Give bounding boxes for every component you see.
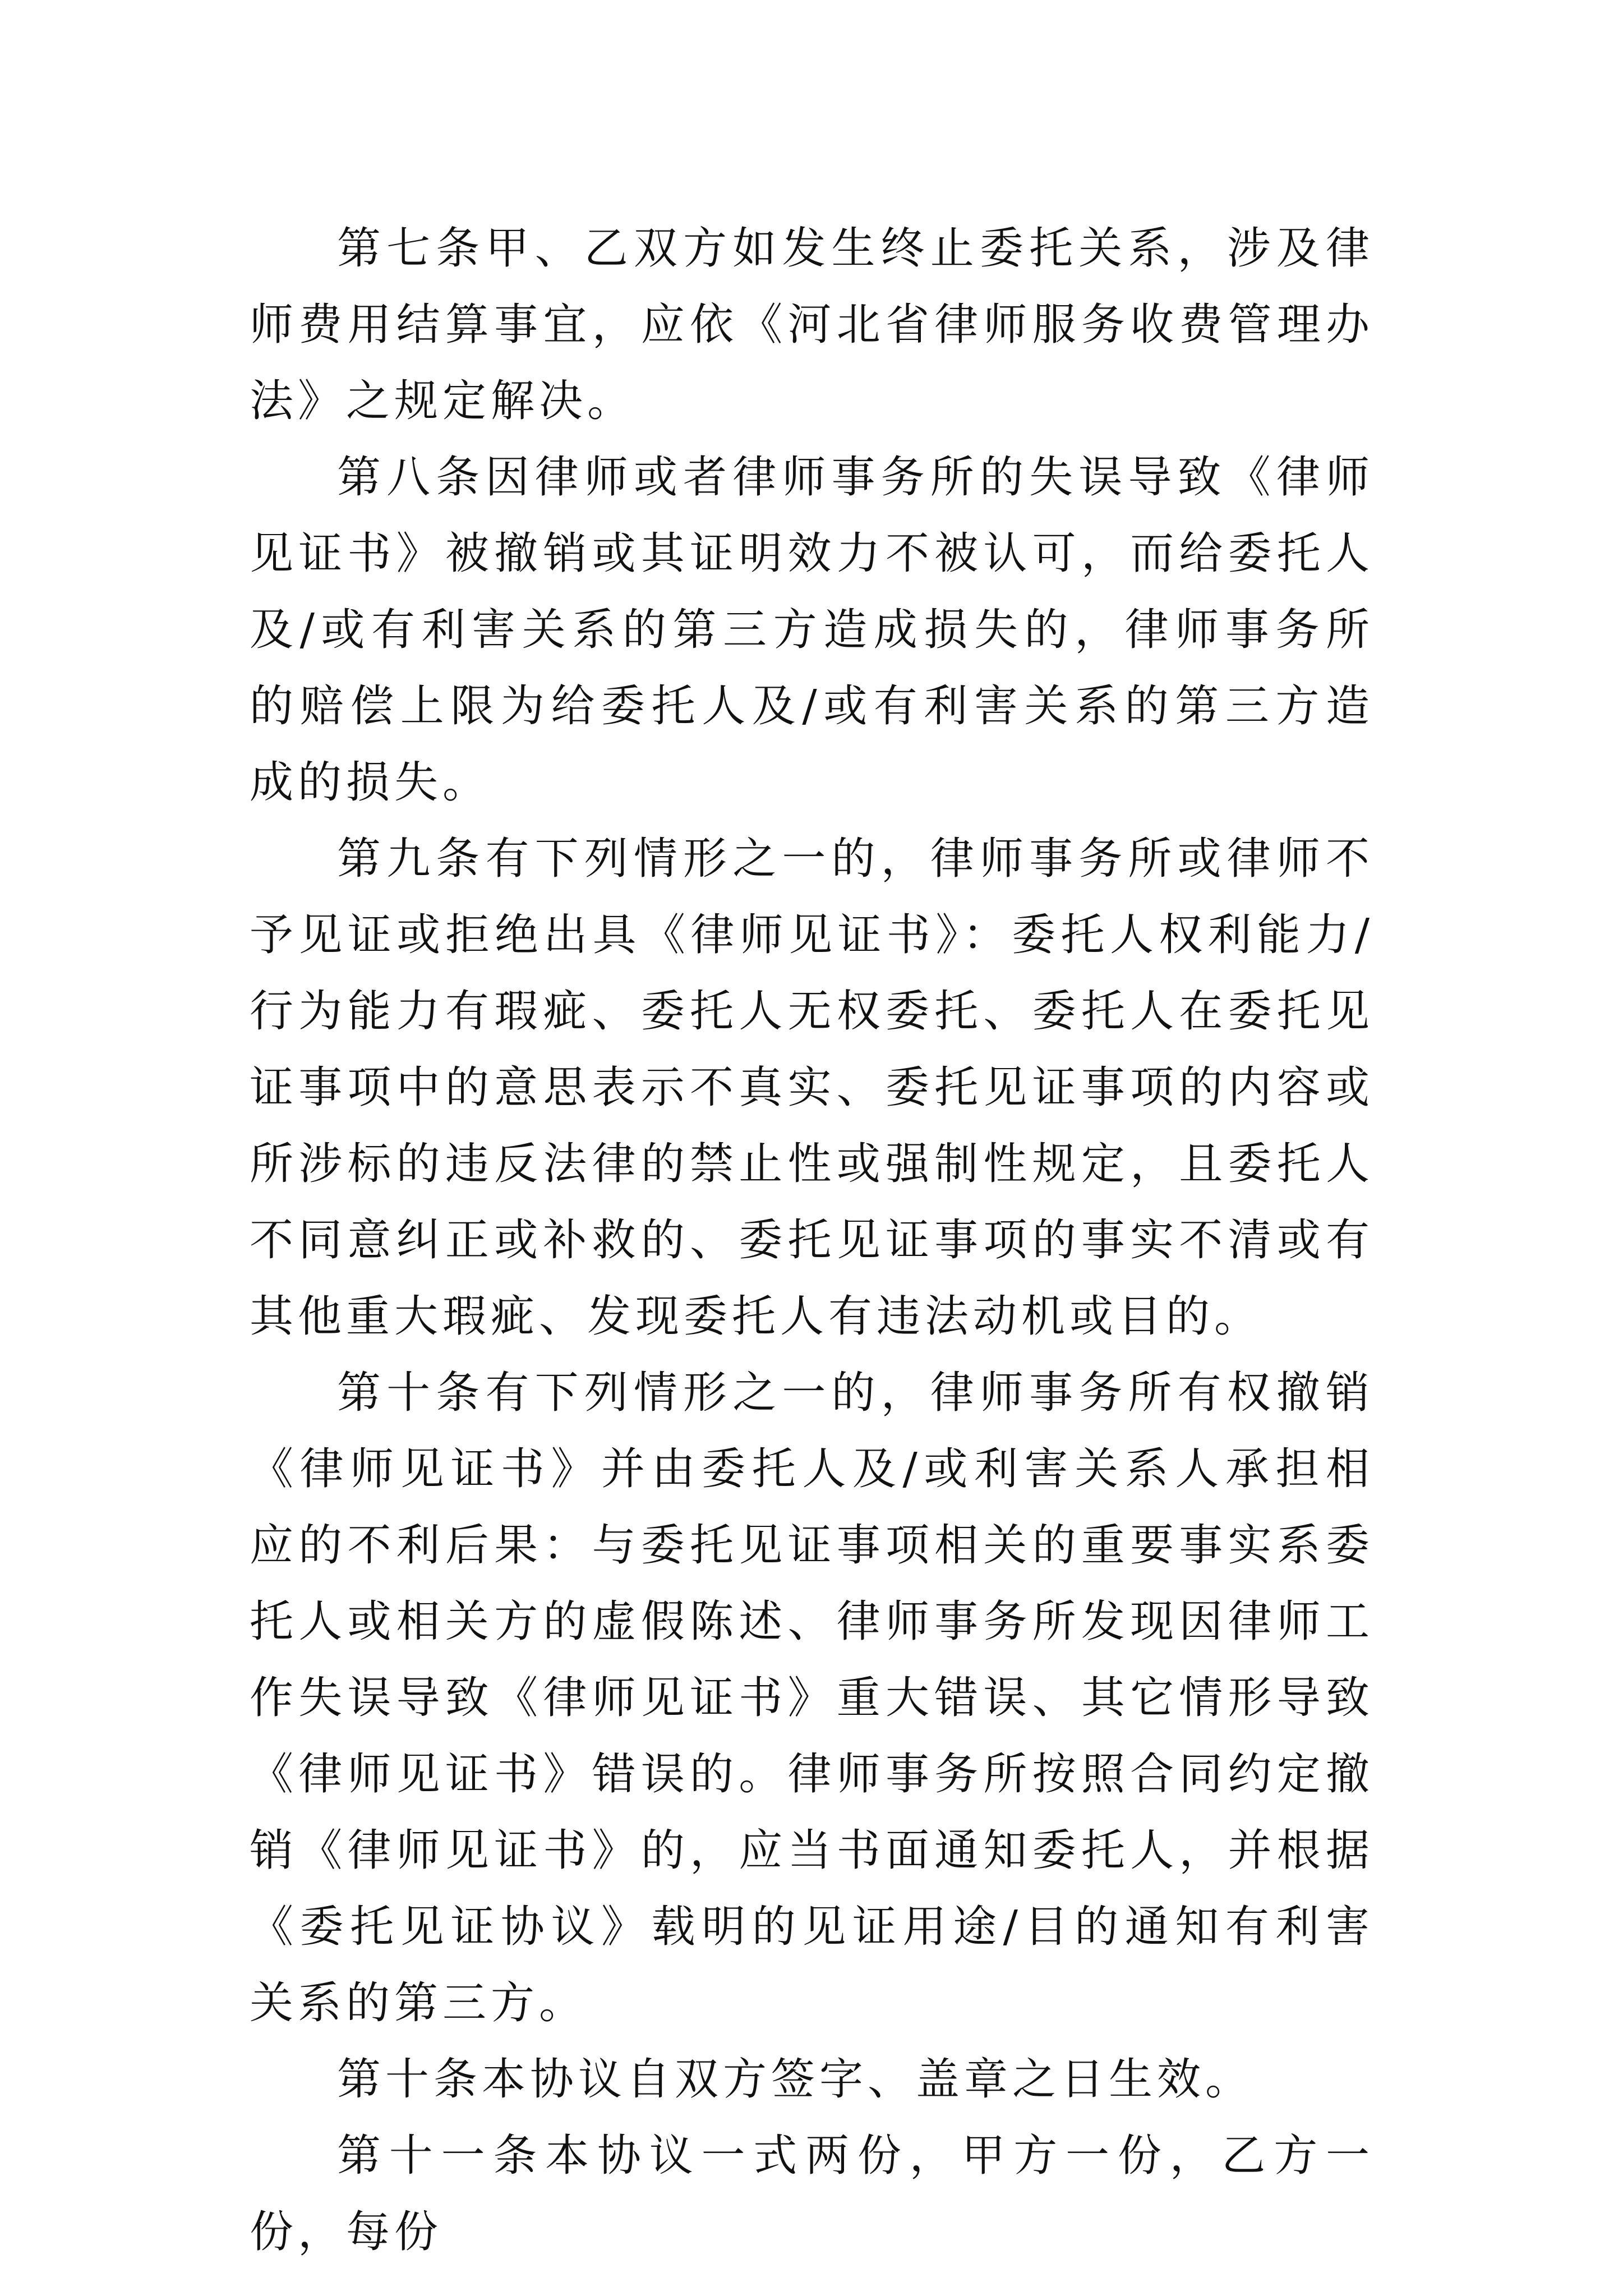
- article-7-paragraph: 第七条甲、乙双方如发生终止委托关系，涉及律师费用结算事宜，应依《河北省律师服务收费管理办法》之规定解决。: [250, 223, 1374, 426]
- article-9-paragraph: 第九条有下列情形之一的，律师事务所或律师不予见证或拒绝出具《律师见证书》：委托人权利能力/行为能力有瑕疵、委托人无权委托、委托人在委托见证事项中的意思表示不真实、委托见证事项的内容或所涉标的违反法律的禁止性或强制性规定，且委托人不同意纠正或补救的、委托见证事项的事实不清或有其他重大瑕疵、发现委托人有违法动机或目的。: [250, 834, 1374, 1342]
- document-body: [250, 210, 1374, 2270]
- article-10-paragraph: 第十条有下列情形之一的，律师事务所有权撤销《律师见证书》并由委托人及/或利害关系人承担相应的不利后果：与委托见证事项相关的重要事实系委托人或相关方的虚假陈述、律师事务所发现因律师工作失误导致《律师见证书》重大错误、其它情形导致《律师见证书》错误的。律师事务所按照合同约定撤销《律师见证书》的，应当书面通知委托人，并根据《委托见证协议》载明的见证用途/目的通知有利害关系的第三方。: [250, 1368, 1374, 2028]
- article-11-paragraph: 第十一条本协议一式两份，甲方一份，乙方一份，每份: [250, 2131, 1374, 2257]
- article-10-effective-paragraph: 第十条本协议自双方签字、盖章之日生效。: [337, 2054, 1254, 2105]
- article-8-paragraph: 第八条因律师或者律师事务所的失误导致《律师见证书》被撤销或其证明效力不被认可，而给委托人及/或有利害关系的第三方造成损失的，律师事务所的赔偿上限为给委托人及/或有利害关系的第三方造成的损失。: [250, 452, 1374, 808]
